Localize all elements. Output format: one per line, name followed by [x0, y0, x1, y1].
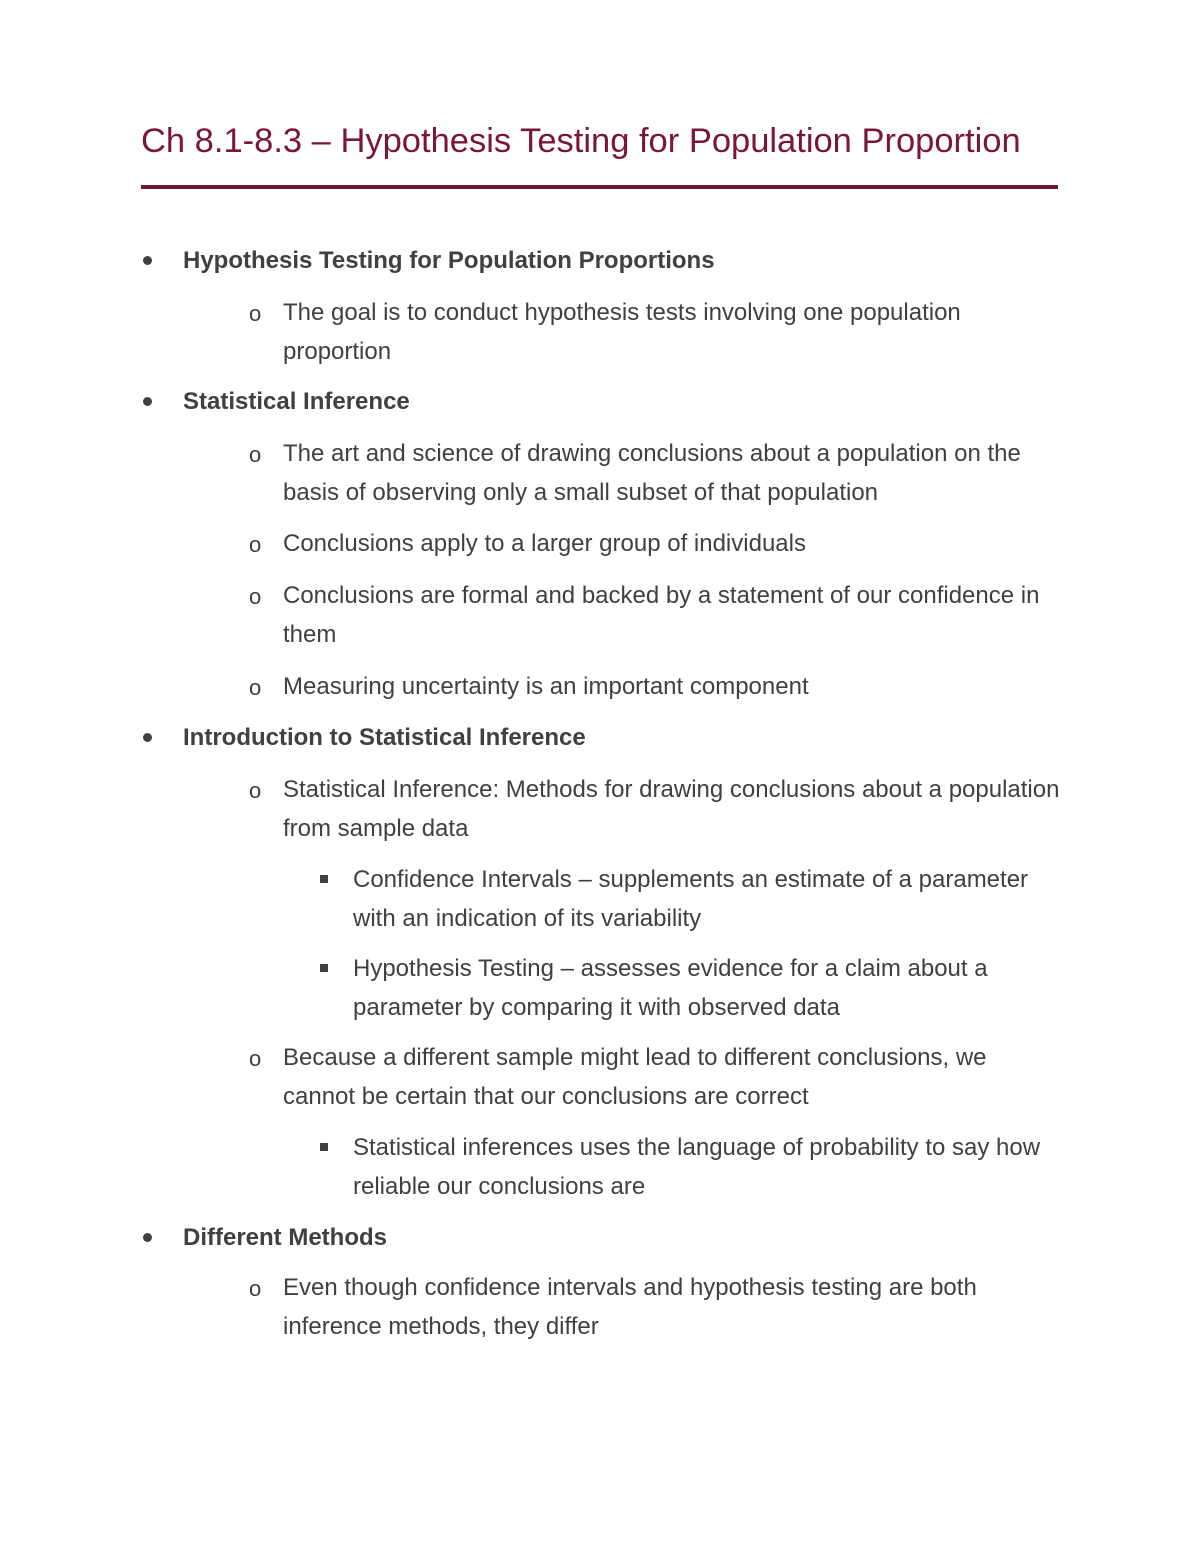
- sublist-bullet-icon: [320, 964, 328, 972]
- list-bullet-icon: o: [249, 1046, 262, 1071]
- sublist-bullet-icon: [320, 875, 328, 883]
- sublist-item: Confidence Intervals – supplements an estimate of a parameter with an indication of its variability: [353, 866, 1029, 932]
- list-bullet-icon: o: [249, 442, 262, 467]
- list-bullet-icon: o: [249, 301, 262, 326]
- section-bullet-icon: [143, 397, 152, 406]
- sublist-item: Hypothesis Testing – assesses evidence for a claim about a parameter by comparing it with observed data: [353, 955, 988, 1021]
- list-item: Even though confidence intervals and hypothesis testing are both inference methods, they differ: [283, 1274, 977, 1340]
- page-title: Ch 8.1-8.3 – Hypothesis Testing for Population Proportion: [141, 122, 1021, 160]
- sublist-item: Statistical inferences uses the language of probability to say how reliable our conclusions are: [353, 1134, 1041, 1200]
- section-heading: Introduction to Statistical Inference: [183, 724, 586, 751]
- list-bullet-icon: o: [249, 584, 262, 609]
- section-bullet-icon: [143, 733, 152, 742]
- list-item: Measuring uncertainty is an important component: [283, 673, 809, 700]
- list-bullet-icon: o: [249, 778, 262, 803]
- list-item: The goal is to conduct hypothesis tests involving one population proportion: [283, 299, 961, 365]
- section-heading: Hypothesis Testing for Population Proportions: [183, 247, 715, 274]
- list-bullet-icon: o: [249, 675, 262, 700]
- list-item: Conclusions apply to a larger group of individuals: [283, 530, 806, 557]
- list-bullet-icon: o: [249, 532, 262, 557]
- list-item: Because a different sample might lead to different conclusions, we cannot be certain that our conclusions are correct: [283, 1044, 987, 1110]
- section-heading: Different Methods: [183, 1224, 387, 1251]
- title-divider: [141, 185, 1058, 189]
- list-item: Conclusions are formal and backed by a statement of our confidence in them: [283, 582, 1040, 648]
- list-item: The art and science of drawing conclusions about a population on the basis of observing only a small subset of that population: [283, 440, 1021, 506]
- section-bullet-icon: [143, 256, 152, 265]
- sublist-bullet-icon: [320, 1143, 328, 1151]
- list-bullet-icon: o: [249, 1276, 262, 1301]
- section-heading: Statistical Inference: [183, 388, 410, 415]
- list-item: Statistical Inference: Methods for drawing conclusions about a population from sample data: [283, 776, 1060, 842]
- section-bullet-icon: [143, 1233, 152, 1242]
